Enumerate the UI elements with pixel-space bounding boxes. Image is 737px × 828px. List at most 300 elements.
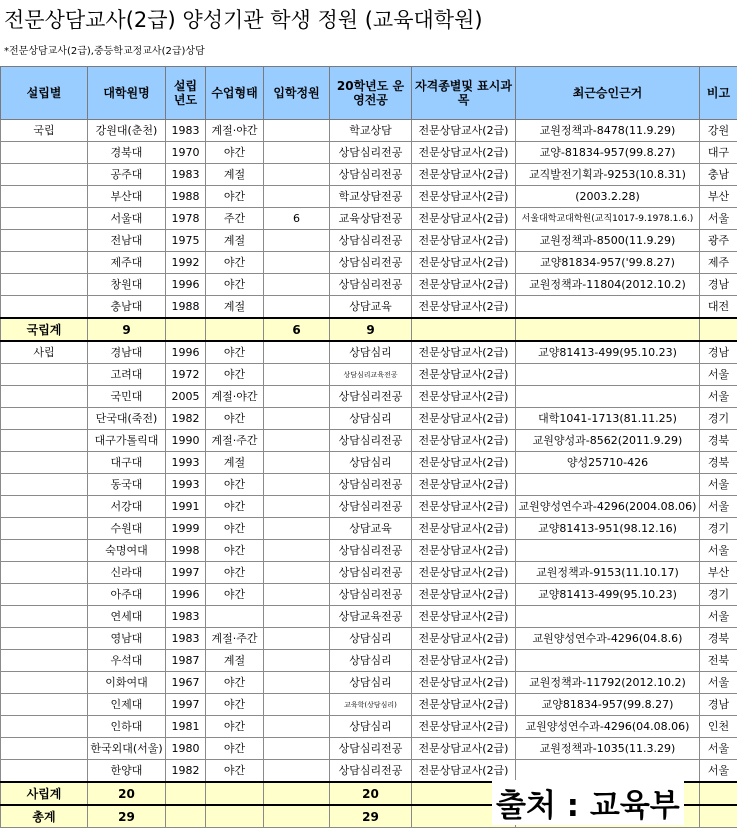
total-cell <box>264 805 330 828</box>
table-cell: 1983 <box>166 606 206 628</box>
table-cell: 상담심리전공 <box>330 562 412 584</box>
table-cell: 전문상담교사(2급) <box>412 716 516 738</box>
table-cell: 1997 <box>166 694 206 716</box>
table-row <box>1 584 737 606</box>
table-cell: 전문상담교사(2급) <box>412 164 516 186</box>
table-cell: 야간 <box>206 142 264 164</box>
table-row <box>1 164 737 186</box>
table-row <box>1 672 737 694</box>
table-cell: 경북 <box>700 452 737 474</box>
table-cell <box>516 760 700 783</box>
subtotal-cell: 9 <box>330 318 412 341</box>
table-cell: 전북 <box>700 650 737 672</box>
subtotal-cell <box>516 318 700 341</box>
table-cell: 전문상담교사(2급) <box>412 562 516 584</box>
table-cell <box>264 430 330 452</box>
table-cell <box>516 364 700 386</box>
table-cell: 계절 <box>206 296 264 319</box>
table-cell: 양성25710-426 <box>516 452 700 474</box>
group-cell <box>1 430 88 452</box>
table-cell: 상담심리전공 <box>330 474 412 496</box>
table-cell <box>206 606 264 628</box>
table-cell <box>264 628 330 650</box>
table-cell: 야간 <box>206 760 264 783</box>
table-cell: 교원양성연수과-4296(04.08.06) <box>516 716 700 738</box>
table-cell: 인제대 <box>88 694 166 716</box>
subtotal-cell <box>166 318 206 341</box>
table-row <box>1 562 737 584</box>
subtotal-cell: 20 <box>330 782 412 805</box>
table-cell: 전문상담교사(2급) <box>412 672 516 694</box>
table-cell: 야간 <box>206 738 264 760</box>
table-row <box>1 760 737 783</box>
subtotal-row <box>1 318 737 341</box>
table-cell: 전문상담교사(2급) <box>412 408 516 430</box>
table-cell: 1983 <box>166 628 206 650</box>
table-row <box>1 230 737 252</box>
table-cell: 대구대 <box>88 452 166 474</box>
table-cell <box>264 142 330 164</box>
table-cell: 교원정책과-11804(2012.10.2) <box>516 274 700 296</box>
table-cell: 경남대 <box>88 341 166 364</box>
table-cell: 교양81413-499(95.10.23) <box>516 584 700 606</box>
table-cell: 1993 <box>166 474 206 496</box>
table-cell: 전문상담교사(2급) <box>412 341 516 364</box>
table-cell: 계절·야간 <box>206 386 264 408</box>
table-cell: 전문상담교사(2급) <box>412 252 516 274</box>
table-cell: 교원양성과-8562(2011.9.29) <box>516 430 700 452</box>
table-row <box>1 518 737 540</box>
table-cell: 계절 <box>206 650 264 672</box>
table-cell: 1988 <box>166 186 206 208</box>
table-row <box>1 430 737 452</box>
table-cell: 상담심리전공 <box>330 252 412 274</box>
table-cell: 이화여대 <box>88 672 166 694</box>
table-cell: 경북 <box>700 628 737 650</box>
subtotal-cell <box>166 782 206 805</box>
group-cell <box>1 142 88 164</box>
table-cell: 1996 <box>166 341 206 364</box>
table-cell: 상담심리전공 <box>330 760 412 783</box>
table-cell: 서울 <box>700 738 737 760</box>
table-row <box>1 496 737 518</box>
table-cell <box>264 408 330 430</box>
source-label: 출처 : 교육부 <box>492 780 684 825</box>
table-cell <box>264 230 330 252</box>
table-row <box>1 142 737 164</box>
table-cell: 1992 <box>166 252 206 274</box>
table-cell: 상담심리전공 <box>330 386 412 408</box>
table-cell: 야간 <box>206 562 264 584</box>
table-cell <box>264 562 330 584</box>
table-cell: 1990 <box>166 430 206 452</box>
table-row <box>1 186 737 208</box>
table-cell: 상담심리전공 <box>330 142 412 164</box>
table-cell: 1998 <box>166 540 206 562</box>
table-cell: 야간 <box>206 341 264 364</box>
table-cell: 제주대 <box>88 252 166 274</box>
table-cell: 야간 <box>206 518 264 540</box>
table-cell: 1967 <box>166 672 206 694</box>
table-cell: 교원양성연수과-4296(04.8.6) <box>516 628 700 650</box>
table-cell: 1975 <box>166 230 206 252</box>
table-cell: 대구가톨릭대 <box>88 430 166 452</box>
header-cell: 입학정원 <box>264 67 330 120</box>
table-cell: 상담심리전공 <box>330 540 412 562</box>
subtotal-cell <box>206 782 264 805</box>
table-cell: 서울 <box>700 386 737 408</box>
table-cell: 전문상담교사(2급) <box>412 628 516 650</box>
table-cell: 야간 <box>206 672 264 694</box>
table-cell: 동국대 <box>88 474 166 496</box>
subtotal-cell: 6 <box>264 318 330 341</box>
table-cell: 1983 <box>166 120 206 142</box>
subtotal-cell <box>700 318 737 341</box>
table-cell: 교원양성연수과-4296(2004.08.06) <box>516 496 700 518</box>
table-cell <box>264 274 330 296</box>
group-cell <box>1 496 88 518</box>
table-cell: 충남대 <box>88 296 166 319</box>
table-cell: 전문상담교사(2급) <box>412 496 516 518</box>
table-cell: 상담심리전공 <box>330 584 412 606</box>
table-cell <box>264 540 330 562</box>
table-cell: 전문상담교사(2급) <box>412 230 516 252</box>
table-cell: 야간 <box>206 474 264 496</box>
total-cell <box>700 805 737 828</box>
table-cell: 교원정책과-9153(11.10.17) <box>516 562 700 584</box>
group-cell <box>1 274 88 296</box>
table-cell <box>264 364 330 386</box>
subtotal-cell <box>412 318 516 341</box>
table-cell: 상담심리 <box>330 452 412 474</box>
table-cell: 전문상담교사(2급) <box>412 296 516 319</box>
table-cell: 상담심리전공 <box>330 496 412 518</box>
table-cell: 전문상담교사(2급) <box>412 760 516 783</box>
table-cell: 경기 <box>700 518 737 540</box>
header-cell: 최근승인근거 <box>516 67 700 120</box>
table-cell: 경북대 <box>88 142 166 164</box>
table-cell: 아주대 <box>88 584 166 606</box>
table-cell: 경남 <box>700 694 737 716</box>
group-cell: 사립 <box>1 341 88 364</box>
table-cell: 제주 <box>700 252 737 274</box>
table-cell: 야간 <box>206 364 264 386</box>
table-cell <box>264 584 330 606</box>
table-cell: 상담심리전공 <box>330 430 412 452</box>
table-cell: 야간 <box>206 716 264 738</box>
table-cell <box>264 694 330 716</box>
table-cell: (2003.2.28) <box>516 186 700 208</box>
table-cell <box>516 386 700 408</box>
table-cell: 신라대 <box>88 562 166 584</box>
table-cell: 서울 <box>700 540 737 562</box>
table-cell: 교원정책과-8478(11.9.29) <box>516 120 700 142</box>
header-cell: 설립 년도 <box>166 67 206 120</box>
table-cell: 전문상담교사(2급) <box>412 738 516 760</box>
table-cell: 야간 <box>206 274 264 296</box>
table-cell: 전문상담교사(2급) <box>412 518 516 540</box>
table-row <box>1 606 737 628</box>
table-cell: 인천 <box>700 716 737 738</box>
total-cell: 29 <box>330 805 412 828</box>
table-cell: 국민대 <box>88 386 166 408</box>
table-cell <box>264 738 330 760</box>
table-cell: 전문상담교사(2급) <box>412 430 516 452</box>
table-cell: 서울 <box>700 672 737 694</box>
subtotal-cell: 사립계 <box>1 782 88 805</box>
table-cell: 전문상담교사(2급) <box>412 208 516 230</box>
group-cell <box>1 408 88 430</box>
table-row <box>1 474 737 496</box>
group-cell <box>1 716 88 738</box>
table-cell: 전문상담교사(2급) <box>412 364 516 386</box>
group-cell <box>1 296 88 319</box>
table-cell: 교원정책과-1035(11.3.29) <box>516 738 700 760</box>
table-cell: 전문상담교사(2급) <box>412 120 516 142</box>
header-cell: 수업형태 <box>206 67 264 120</box>
table-row <box>1 341 737 364</box>
table-cell: 야간 <box>206 540 264 562</box>
table-cell: 강원 <box>700 120 737 142</box>
group-cell <box>1 208 88 230</box>
table-cell: 교양81413-499(95.10.23) <box>516 341 700 364</box>
table-cell: 계절 <box>206 230 264 252</box>
table-cell: 1993 <box>166 452 206 474</box>
header-cell: 자격종별및 표시과목 <box>412 67 516 120</box>
subtotal-cell <box>264 782 330 805</box>
group-cell <box>1 474 88 496</box>
table-cell: 인하대 <box>88 716 166 738</box>
table-cell <box>264 386 330 408</box>
header-cell: 비고 <box>700 67 737 120</box>
table-cell <box>264 452 330 474</box>
table-cell: 교직발전기획과-9253(10.8.31) <box>516 164 700 186</box>
table-cell: 서울 <box>700 474 737 496</box>
table-cell: 교양81413-951(98.12.16) <box>516 518 700 540</box>
table-cell: 공주대 <box>88 164 166 186</box>
table-cell: 전문상담교사(2급) <box>412 186 516 208</box>
total-cell <box>206 805 264 828</box>
table-row <box>1 120 737 142</box>
table-cell: 경남 <box>700 341 737 364</box>
table-cell: 1997 <box>166 562 206 584</box>
table-cell: 1988 <box>166 296 206 319</box>
table-row <box>1 252 737 274</box>
table-cell: 한양대 <box>88 760 166 783</box>
table-row <box>1 628 737 650</box>
table-row <box>1 386 737 408</box>
table-cell: 전문상담교사(2급) <box>412 142 516 164</box>
table-cell: 교양81834-957(99.8.27) <box>516 694 700 716</box>
table-cell: 전남대 <box>88 230 166 252</box>
table-cell: 서울대학교대학원(교직1017-9.1978.1.6.) <box>516 208 700 230</box>
table-cell: 상담심리전공 <box>330 738 412 760</box>
table-cell: 1978 <box>166 208 206 230</box>
table-cell: 상담교육 <box>330 296 412 319</box>
table-cell: 서울 <box>700 496 737 518</box>
table-cell: 교원정책과-8500(11.9.29) <box>516 230 700 252</box>
table-cell <box>264 716 330 738</box>
group-cell <box>1 562 88 584</box>
table-cell: 야간 <box>206 496 264 518</box>
table-cell: 서울 <box>700 606 737 628</box>
total-cell: 총계 <box>1 805 88 828</box>
table-cell: 1991 <box>166 496 206 518</box>
table-cell: 상담심리 <box>330 716 412 738</box>
table-cell: 서울 <box>700 760 737 783</box>
table-row <box>1 694 737 716</box>
group-cell <box>1 694 88 716</box>
table-cell: 계절·주간 <box>206 628 264 650</box>
table-cell: 주간 <box>206 208 264 230</box>
table-row <box>1 738 737 760</box>
table-cell <box>264 120 330 142</box>
table-cell <box>264 186 330 208</box>
table-cell: 경기 <box>700 408 737 430</box>
group-cell <box>1 650 88 672</box>
table-cell: 계절·야간 <box>206 120 264 142</box>
table-cell: 1970 <box>166 142 206 164</box>
table-row <box>1 364 737 386</box>
table-cell: 상담심리교육전공 <box>330 364 412 386</box>
table-cell: 학교상담전공 <box>330 186 412 208</box>
table-cell: 교육상담전공 <box>330 208 412 230</box>
table-cell: 부산대 <box>88 186 166 208</box>
table-row <box>1 208 737 230</box>
table-cell <box>264 164 330 186</box>
table-cell: 야간 <box>206 584 264 606</box>
note-text: *전문상담교사(2급),중등학교정교사(2급)상담 <box>4 46 205 57</box>
group-cell <box>1 518 88 540</box>
table-cell: 교양81834-957('99.8.27) <box>516 252 700 274</box>
table-cell: 상담교육 <box>330 518 412 540</box>
table-cell <box>516 296 700 319</box>
header-cell: 20학년도 운영전공 <box>330 67 412 120</box>
table-cell: 전문상담교사(2급) <box>412 540 516 562</box>
table-cell: 서울 <box>700 364 737 386</box>
table-cell: 전문상담교사(2급) <box>412 452 516 474</box>
table-cell <box>516 650 700 672</box>
total-cell <box>166 805 206 828</box>
total-cell: 29 <box>88 805 166 828</box>
table-cell: 창원대 <box>88 274 166 296</box>
table-cell <box>264 496 330 518</box>
group-cell <box>1 230 88 252</box>
table-cell: 경남 <box>700 274 737 296</box>
table-cell <box>264 296 330 319</box>
table-cell: 한국외대(서울) <box>88 738 166 760</box>
subtotal-cell <box>206 318 264 341</box>
table-cell: 대구 <box>700 142 737 164</box>
table-cell: 수원대 <box>88 518 166 540</box>
table-cell: 전문상담교사(2급) <box>412 386 516 408</box>
table-cell: 1996 <box>166 584 206 606</box>
subtotal-cell: 20 <box>88 782 166 805</box>
table-cell: 1996 <box>166 274 206 296</box>
table-row <box>1 274 737 296</box>
table-body <box>1 120 737 828</box>
subtotal-cell: 9 <box>88 318 166 341</box>
table-cell: 야간 <box>206 252 264 274</box>
table-cell <box>264 672 330 694</box>
table-row <box>1 716 737 738</box>
table-cell: 서강대 <box>88 496 166 518</box>
table-cell: 야간 <box>206 186 264 208</box>
table-cell: 교육학(상담심리) <box>330 694 412 716</box>
table-cell: 1980 <box>166 738 206 760</box>
table-cell <box>264 252 330 274</box>
table-cell: 고려대 <box>88 364 166 386</box>
table-cell: 전문상담교사(2급) <box>412 474 516 496</box>
table-cell: 1981 <box>166 716 206 738</box>
table-cell <box>264 650 330 672</box>
table-cell <box>516 474 700 496</box>
group-cell <box>1 186 88 208</box>
group-cell <box>1 364 88 386</box>
table-row <box>1 452 737 474</box>
table-cell: 전문상담교사(2급) <box>412 584 516 606</box>
table-cell: 충남 <box>700 164 737 186</box>
table-cell: 상담심리 <box>330 672 412 694</box>
table-cell: 전문상담교사(2급) <box>412 274 516 296</box>
group-cell <box>1 628 88 650</box>
group-cell <box>1 760 88 783</box>
subtotal-cell: 국립계 <box>1 318 88 341</box>
table-cell: 야간 <box>206 408 264 430</box>
table-cell: 경기 <box>700 584 737 606</box>
group-cell <box>1 540 88 562</box>
table-cell: 1983 <box>166 164 206 186</box>
header-cell: 설립별 <box>1 67 88 120</box>
table-cell: 서울대 <box>88 208 166 230</box>
table-cell <box>516 606 700 628</box>
table-cell: 서울 <box>700 208 737 230</box>
table-cell: 부산 <box>700 186 737 208</box>
table-cell: 상담심리 <box>330 650 412 672</box>
institutions-table <box>0 66 737 828</box>
table-cell: 교원정책과-11792(2012.10.2) <box>516 672 700 694</box>
table-cell: 상담심리전공 <box>330 274 412 296</box>
table-cell: 우석대 <box>88 650 166 672</box>
table-cell: 상담심리 <box>330 628 412 650</box>
group-cell: 국립 <box>1 120 88 142</box>
table-cell <box>264 606 330 628</box>
group-cell <box>1 738 88 760</box>
table-cell: 계절·주간 <box>206 430 264 452</box>
table-cell <box>264 474 330 496</box>
table-cell <box>264 518 330 540</box>
group-cell <box>1 452 88 474</box>
table-cell: 단국대(죽전) <box>88 408 166 430</box>
table-cell <box>516 540 700 562</box>
group-cell <box>1 606 88 628</box>
subtotal-cell <box>700 782 737 805</box>
group-cell <box>1 252 88 274</box>
table-cell: 대학1041-1713(81.11.25) <box>516 408 700 430</box>
table-cell: 광주 <box>700 230 737 252</box>
table-cell: 상담교육전공 <box>330 606 412 628</box>
table-cell: 전문상담교사(2급) <box>412 650 516 672</box>
table-cell: 강원대(춘천) <box>88 120 166 142</box>
table-row <box>1 540 737 562</box>
table-cell: 6 <box>264 208 330 230</box>
table-cell: 상담심리 <box>330 408 412 430</box>
table-cell: 상담심리전공 <box>330 164 412 186</box>
table-cell: 2005 <box>166 386 206 408</box>
table-cell: 숙명여대 <box>88 540 166 562</box>
table-cell: 부산 <box>700 562 737 584</box>
table-row <box>1 650 737 672</box>
